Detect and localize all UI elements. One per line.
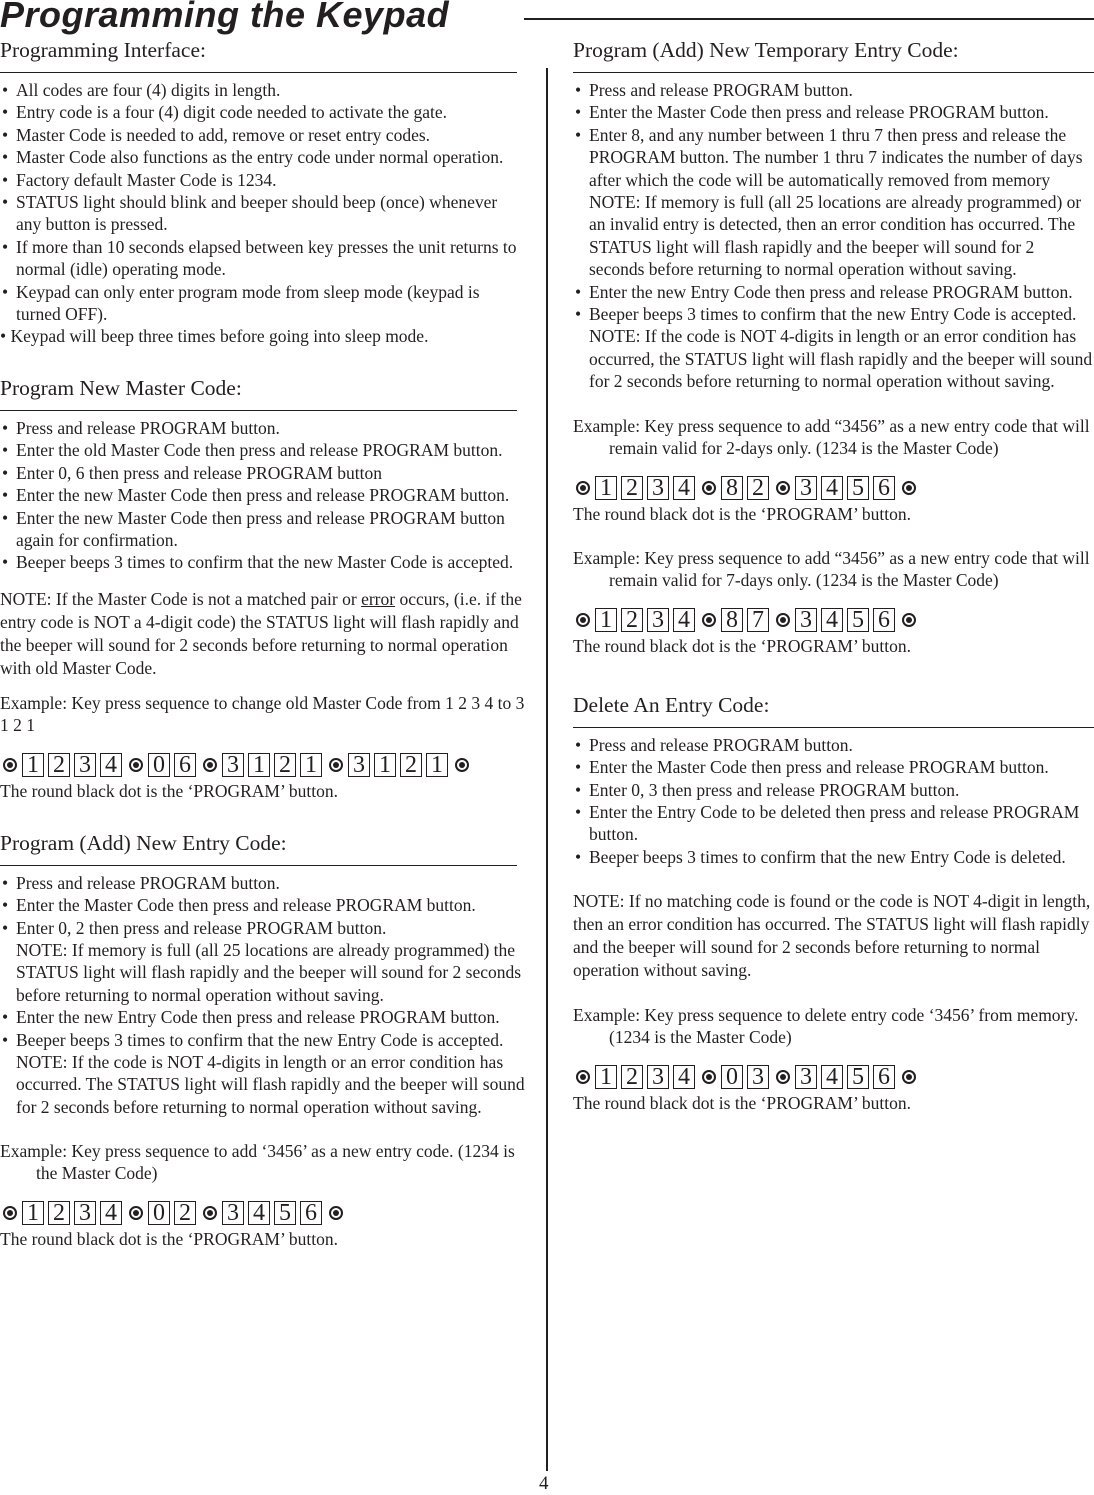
list-item: • Enter the new Master Code then press and release PROGRAM button. xyxy=(2,485,510,506)
program-button-icon xyxy=(902,1070,916,1084)
program-button-icon xyxy=(902,613,916,627)
key-digit: 3 xyxy=(222,753,244,777)
page-number: 4 xyxy=(539,1473,549,1494)
column-divider xyxy=(546,68,548,1471)
section-rule xyxy=(0,865,517,866)
key-digit: 1 xyxy=(595,1065,617,1089)
key-digit: 1 xyxy=(426,753,448,777)
key-digit: 4 xyxy=(673,476,695,500)
key-digit: 5 xyxy=(274,1201,296,1225)
key-digit: 0 xyxy=(148,753,170,777)
memory-full-note: NOTE: If memory is full (all 25 locations are already programmed) or an invalid entry is detected, then an error condition has occurred. The STATUS light will flash rapidly and the beeper will sound for 2 seconds before returning to normal operation without saving. xyxy=(589,192,1082,280)
error-note: NOTE: If the Master Code is not a matched pair or error occurs, (i.e. if the entry code is NOT a 4-digit code) the STATUS light will flash rapidly and the beeper will sound for 2 seconds before returning to normal operation with old Master Code. xyxy=(0,588,522,678)
program-button-icon xyxy=(776,481,790,495)
key-digit: 3 xyxy=(74,753,96,777)
section-heading: Delete An Entry Code: xyxy=(573,692,770,717)
list-item: • Enter 0, 2 then press and release PROGRAM button. NOTE: If memory is full (all 25 locations are already programmed) the STATUS light will flash rapidly and the beeper will sound for 2 seconds before returning to normal operation without saving. xyxy=(0,917,525,1007)
section-rule xyxy=(573,727,1094,728)
section-heading: Program (Add) New Temporary Entry Code: xyxy=(573,38,959,62)
key-digit: 4 xyxy=(821,1065,843,1089)
example-text: Example: Key press sequence to change old Master Code from 1 2 3 4 to 3 1 2 1 xyxy=(0,692,525,735)
list-item: • Keypad can only enter program mode from sleep mode (keypad is turned OFF). xyxy=(2,281,480,325)
program-button-icon xyxy=(455,758,469,772)
right-column xyxy=(573,36,1094,1114)
list-item: • Enter the Master Code then press and release PROGRAM button. xyxy=(575,757,1049,778)
list-item: • Master Code is needed to add, remove or reset entry codes. xyxy=(2,124,431,145)
list-item: • If more than 10 seconds elapsed between key presses the unit returns to normal (idle) operating mode. xyxy=(2,236,517,280)
key-digit: 6 xyxy=(873,608,895,632)
program-button-icon xyxy=(203,1206,217,1220)
program-button-icon xyxy=(702,613,716,627)
program-button-icon xyxy=(776,613,790,627)
key-digit: 4 xyxy=(821,608,843,632)
key-digit: 6 xyxy=(174,753,196,777)
program-button-icon xyxy=(776,1070,790,1084)
list-item: • Beeper beeps 3 times to confirm that the new Master Code is accepted. xyxy=(2,552,514,573)
program-button-icon xyxy=(576,481,590,495)
list-item: • Enter the Master Code then press and release PROGRAM button. xyxy=(575,102,1049,123)
key-digit: 6 xyxy=(873,1065,895,1089)
sequence-caption: The round black dot is the ‘PROGRAM’ button. xyxy=(573,503,911,524)
key-digit: 2 xyxy=(621,608,643,632)
key-digit: 2 xyxy=(621,476,643,500)
key-digit: 7 xyxy=(747,608,769,632)
key-digit: 1 xyxy=(595,476,617,500)
program-button-icon xyxy=(902,481,916,495)
list-item: • Enter 0, 6 then press and release PROGRAM button xyxy=(2,462,382,483)
key-digit: 1 xyxy=(595,608,617,632)
title-rule xyxy=(524,18,1094,20)
program-button-icon xyxy=(576,613,590,627)
key-digit: 2 xyxy=(621,1065,643,1089)
program-button-icon xyxy=(3,1206,17,1220)
program-button-icon xyxy=(576,1070,590,1084)
list-item: • Enter the new Entry Code then press and release PROGRAM button. xyxy=(575,281,1073,302)
list-item: • Enter the new Entry Code then press and release PROGRAM button. xyxy=(2,1007,500,1028)
key-digit: 3 xyxy=(795,476,817,500)
key-digit: 0 xyxy=(148,1201,170,1225)
key-digit: 8 xyxy=(721,608,743,632)
list-item: • Entry code is a four (4) digit code needed to activate the gate. xyxy=(2,102,448,123)
program-button-icon xyxy=(329,758,343,772)
key-sequence xyxy=(573,473,1094,503)
list-item: • Enter the new Master Code then press and release PROGRAM button again for confirmation. xyxy=(2,507,505,550)
key-digit: 3 xyxy=(74,1201,96,1225)
list-item: • Master Code also functions as the entry code under normal operation. xyxy=(2,147,504,168)
left-column xyxy=(0,36,525,1250)
section-rule xyxy=(0,72,517,73)
section-heading: Program New Master Code: xyxy=(0,375,242,400)
key-digit: 3 xyxy=(647,608,669,632)
key-digit: 6 xyxy=(873,476,895,500)
key-digit: 2 xyxy=(174,1201,196,1225)
program-button-icon xyxy=(129,758,143,772)
bullet-list xyxy=(573,734,1094,868)
key-digit: 5 xyxy=(847,1065,869,1089)
list-item: • Enter 0, 3 then press and release PROGRAM button. xyxy=(575,779,960,800)
section-programming-interface xyxy=(0,36,525,348)
key-digit: 4 xyxy=(673,608,695,632)
list-item: • Keypad will beep three times before going into sleep mode. xyxy=(0,326,429,347)
key-digit: 1 xyxy=(22,1201,44,1225)
list-item: • STATUS light should blink and beeper should beep (once) whenever any button is pressed. xyxy=(2,192,498,235)
key-digit: 1 xyxy=(374,753,396,777)
bullet-list xyxy=(0,79,525,348)
program-button-icon xyxy=(702,1070,716,1084)
invalid-code-note: NOTE: If the code is NOT 4-digits in length or an error condition has occurred. The STATUS light will flash rapidly and the beeper will sound for 2 seconds before returning to normal operation without saving. xyxy=(16,1051,525,1117)
key-digit: 4 xyxy=(248,1201,270,1225)
bullet-list xyxy=(573,79,1094,393)
key-digit: 2 xyxy=(48,753,70,777)
sequence-caption: The round black dot is the ‘PROGRAM’ button. xyxy=(0,1229,338,1250)
key-sequence xyxy=(573,1062,1094,1092)
key-digit: 1 xyxy=(248,753,270,777)
section-add-entry-code xyxy=(0,829,525,1250)
list-item: • Enter 8, and any number between 1 thru 7 then press and release the PROGRAM button. The number 1 thru 7 indicates the number of days after which the code will be automatically removed from memory NOTE: If memory is full (all 25 locations are already programmed) or an invalid entry is detected, then an error condition has occurred. The STATUS light will flash rapidly and the beeper will sound for 2 seconds before returning to normal operation without saving. xyxy=(573,124,1094,281)
key-digit: 3 xyxy=(647,476,669,500)
example-text: Example: Key press sequence to add “3456” as a new entry code that will remain valid for 7-days only. (1234 is the Master Code) xyxy=(573,547,1090,590)
key-digit: 3 xyxy=(222,1201,244,1225)
section-delete-entry-code xyxy=(573,691,1094,1114)
key-digit: 4 xyxy=(100,753,122,777)
program-button-icon xyxy=(3,758,17,772)
key-digit: 2 xyxy=(48,1201,70,1225)
key-digit: 4 xyxy=(821,476,843,500)
list-item: • Press and release PROGRAM button. xyxy=(2,872,280,893)
list-item: • Enter the Entry Code to be deleted then press and release PROGRAM button. xyxy=(575,801,1080,845)
key-digit: 3 xyxy=(795,1065,817,1089)
bullet-list xyxy=(0,872,525,1118)
key-digit: 2 xyxy=(747,476,769,500)
section-new-master-code xyxy=(0,374,525,802)
list-item: • All codes are four (4) digits in length. xyxy=(2,80,281,100)
program-button-icon xyxy=(702,481,716,495)
list-item: • Beeper beeps 3 times to confirm that the new Entry Code is accepted. NOTE: If the code is NOT 4-digits in length or an error condition has occurred. The STATUS light will flash rapidly and the beeper will sound for 2 seconds before returning to normal operation without saving. xyxy=(2,1029,525,1117)
sequence-caption: The round black dot is the ‘PROGRAM’ button. xyxy=(573,1093,911,1114)
example-text: Example: Key press sequence to add ‘3456’ as a new entry code. (1234 is the Master Code) xyxy=(0,1141,515,1184)
key-digit: 3 xyxy=(647,1065,669,1089)
program-button-icon xyxy=(203,758,217,772)
key-digit: 3 xyxy=(747,1065,769,1089)
key-digit: 5 xyxy=(847,608,869,632)
key-digit: 0 xyxy=(721,1065,743,1089)
list-item: • Enter the Master Code then press and release PROGRAM button. xyxy=(2,895,476,916)
bullet-list xyxy=(0,417,525,574)
section-heading: Programming Interface: xyxy=(0,38,206,62)
section-heading: Program (Add) New Entry Code: xyxy=(0,830,287,855)
list-item: • Press and release PROGRAM button. xyxy=(575,80,853,100)
key-digit: 1 xyxy=(22,753,44,777)
key-digit: 1 xyxy=(300,753,322,777)
list-item: • Enter the old Master Code then press and release PROGRAM button. xyxy=(2,440,503,461)
key-digit: 2 xyxy=(400,753,422,777)
key-digit: 3 xyxy=(795,608,817,632)
sequence-caption: The round black dot is the ‘PROGRAM’ button. xyxy=(573,635,911,656)
key-digit: 8 xyxy=(721,476,743,500)
key-sequence xyxy=(573,605,1094,635)
example-text: Example: Key press sequence to add “3456” as a new entry code that will remain valid for 2-days only. (1234 is the Master Code) xyxy=(573,415,1090,458)
key-sequence xyxy=(0,1198,525,1228)
sequence-caption: The round black dot is the ‘PROGRAM’ button. xyxy=(0,780,338,801)
section-add-temporary-code xyxy=(573,36,1094,657)
example-text: Example: Key press sequence to delete entry code ‘3456’ from memory. (1234 is the Master Code) xyxy=(573,1005,1079,1048)
key-digit: 4 xyxy=(673,1065,695,1089)
key-digit: 5 xyxy=(847,476,869,500)
section-rule xyxy=(573,72,1094,73)
section-rule xyxy=(0,410,517,411)
key-digit: 4 xyxy=(100,1201,122,1225)
list-item: • Press and release PROGRAM button. xyxy=(2,417,280,438)
key-digit: 6 xyxy=(300,1201,322,1225)
program-button-icon xyxy=(129,1206,143,1220)
list-item: • Beeper beeps 3 times to confirm that the new Entry Code is deleted. xyxy=(575,846,1066,867)
key-sequence xyxy=(0,750,525,780)
invalid-code-note: NOTE: If the code is NOT 4-digits in length or an error condition has occurred, the STATUS light will flash rapidly and the beeper will sound for 2 seconds before returning to normal operation without saving. xyxy=(589,326,1093,392)
list-item: • Press and release PROGRAM button. xyxy=(575,734,853,755)
key-digit: 3 xyxy=(348,753,370,777)
page-title: Programming the Keypad xyxy=(0,0,450,35)
memory-full-note: NOTE: If memory is full (all 25 locations are already programmed) the STATUS light will flash rapidly and the beeper will sound for 2 seconds before returning to normal operation without saving. xyxy=(16,939,522,1005)
program-button-icon xyxy=(329,1206,343,1220)
list-item: • Beeper beeps 3 times to confirm that the new Entry Code is accepted. NOTE: If the code is NOT 4-digits in length or an error condition has occurred, the STATUS light will flash rapidly and the beeper will sound for 2 seconds before returning to normal operation without saving. xyxy=(575,304,1093,392)
error-note: NOTE: If no matching code is found or the code is NOT 4-digit in length, then an error condition has occurred. The STATUS light will flash rapidly and the beeper will sound for 2 seconds before returning to normal operation without saving. xyxy=(573,891,1091,981)
key-digit: 2 xyxy=(274,753,296,777)
list-item: • Factory default Master Code is 1234. xyxy=(2,169,277,190)
